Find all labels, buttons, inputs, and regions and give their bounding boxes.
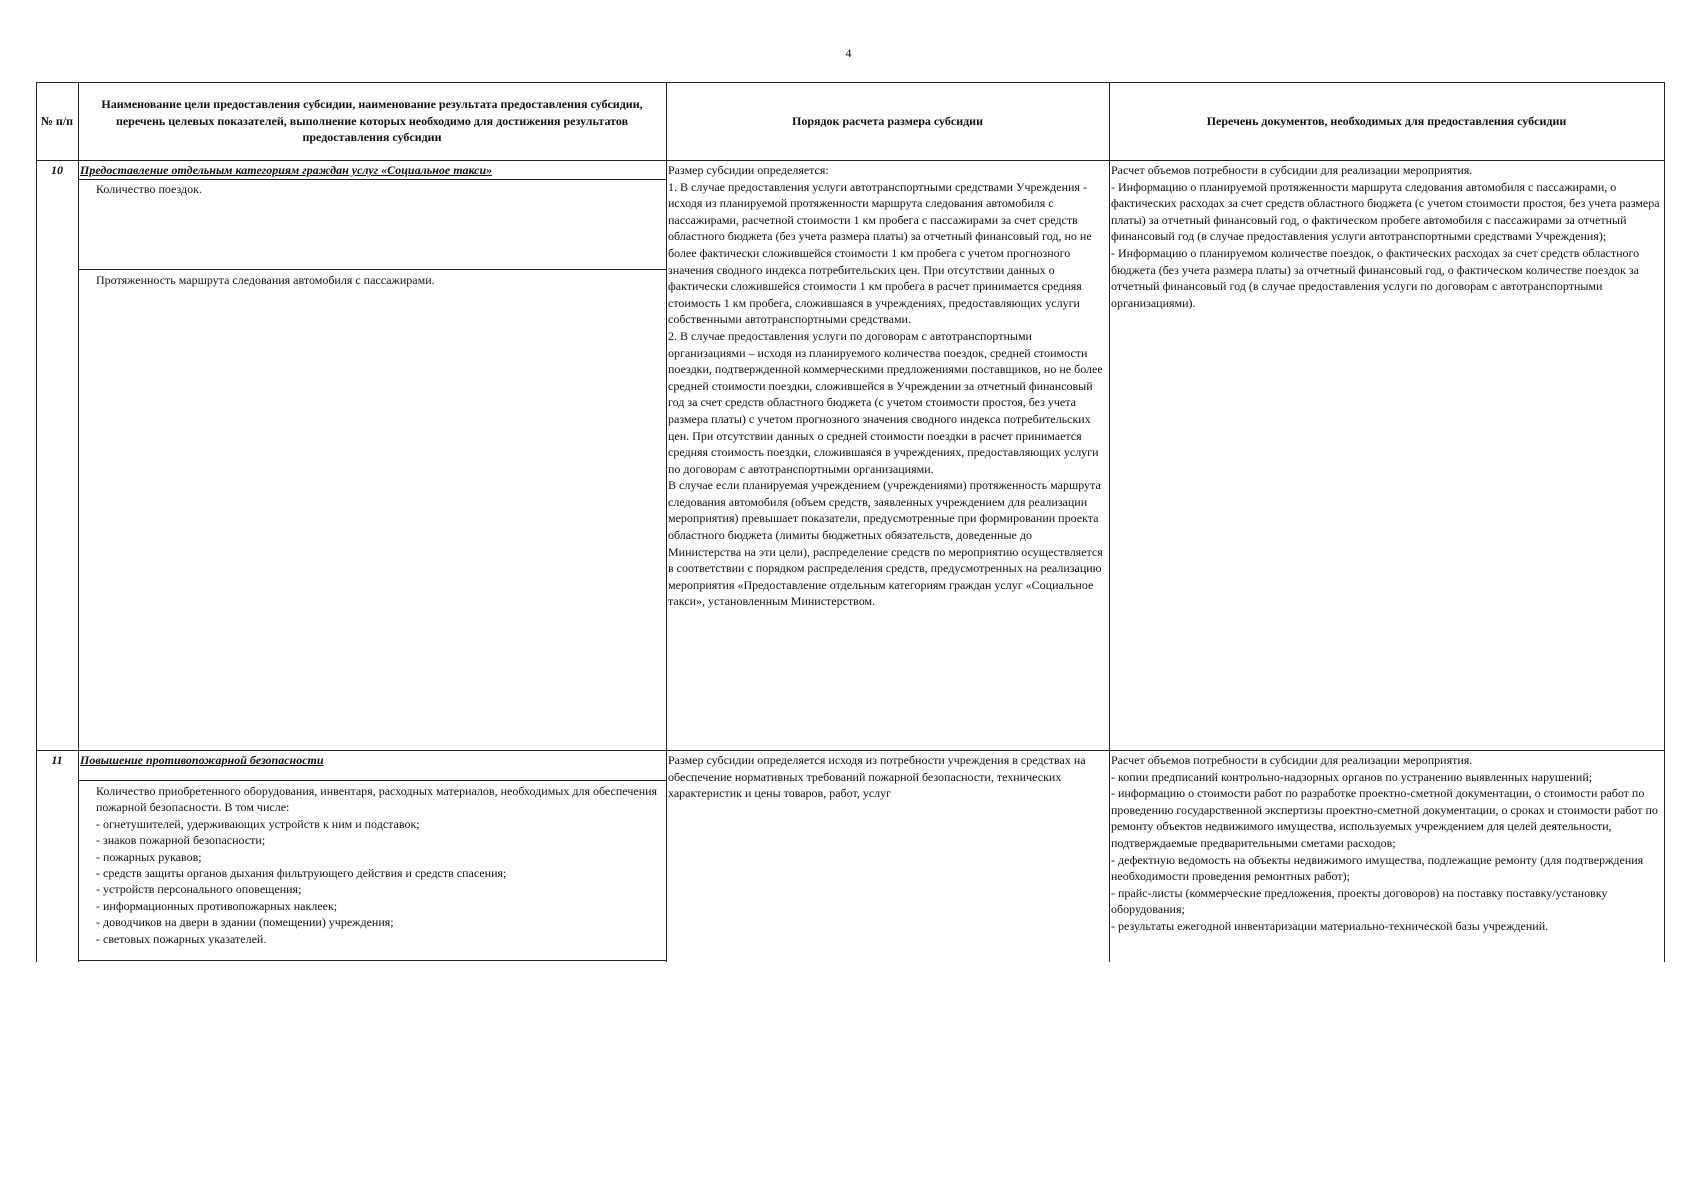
header-goal: Наименование цели предоставления субсидии, наименование результата предоставления субсидии, перечень целевых показателей, выполнение которых необходимо для достижения результатов предоставления субсидии [101,97,643,145]
page-number: 4 [845,46,852,60]
row-number: 10 [51,163,63,177]
header-divider [36,160,1665,161]
column-divider [1109,82,1110,962]
calculation-text: Размер субсидии определяется исходя из потребности учреждения в средствах на обеспечение нормативных требований пожарной безопасности, технических характеристик и цены товаров, работ, услуг [668,753,1086,801]
goal-title: Предоставление отдельным категориям граждан услуг «Социальное такси» [80,163,493,177]
table-border-left [36,82,37,962]
table-border-right [1664,82,1665,962]
header-number: № п/п [40,113,74,128]
row-divider [36,750,1665,751]
row-number: 11 [51,753,63,767]
indicator-text: Протяженность маршрута следования автомобиля с пассажирами. [96,273,435,287]
indicator-divider [78,269,666,270]
documents-text: Расчет объемов потребности в субсидии для реализации мероприятия. - копии предписаний контрольно-надзорных органов по устранению выявленных нарушений; - информацию о стоимости работ по разработке проектно-сметной документации, о стоимости работ по проведению государственной экспертизы проектно-сметной документации, о сроках и стоимости работ по ремонту объектов недвижимого имущества, используемых учреждением для целей деятельности, подтверждаемые предварительными сметами расходов; - дефектную ведомость на объекты недвижимого имущества, подлежащие ремонту (для подтверждения необходимости проведения ремонтных работ); - прайс-листы (коммерческие предложения, проекты договоров) на поставку поставку/установку оборудования; - результаты ежегодной инвентаризации материально-технической базы учреждений. [1111,753,1658,933]
indicator-text: Количество поездок. [96,182,202,196]
indicator-text: Количество приобретенного оборудования, инвентаря, расходных материалов, необходимых для обеспечения пожарной безопасности. В том числе: - огнетушителей, удерживающих устройств к ним и подставок; - знаков пожарной безопасности; - пожарных рукавов; - средств защиты органов дыхания фильтрующего действия и средств спасения; - устройств персонального оповещения; - информационных противопожарных наклеек; - доводчиков на двери в здании (помещении) учреждения; - световых пожарных указателей. [96,784,658,946]
column-divider [666,82,667,962]
calculation-text: Размер субсидии определяется: 1. В случае предоставления услуги автотранспортными средствами Учреждения - исходя из планируемой протяженности маршрута следования автомобиля с пассажирами, расчетной стоимости 1 км пробега с пассажирами за счет средств областного бюджета (без учета размера платы) за отчетный финансовый год, но не более фактически сложившейся стоимости 1 км пробега с учетом прогнозного значения сводного индекса потребительских цен. При отсутствии данных о фактически сложившейся стоимости 1 км пробега в расчет принимается средняя стоимость 1 км пробега, сложившаяся в учреждениях, предоставляющих услуги собственными автотранспортными средствами. 2. В случае предоставления услуги по договорам с автотранспортными организациями – исходя из планируемого количества поездок, средней стоимости поездки, подтвержденной коммерческими предложениями поставщиков, но не более средней стоимости поездки, сложившейся в Учреждении за отчетный финансовый год за счет средств областного бюджета (с учетом стоимости простоя, без учета размера платы) с учетом прогнозного значения сводного индекса потребительских цен. При отсутствии данных о средней стоимости поездки в расчет принимается средняя стоимость поездки, сложившаяся в учреждениях, предоставляющих услуги по договорам с автотранспортными организациями. В случае если планируемая учреждением (учреждениями) протяженность маршрута следования автомобиля (объем средств, заявленных учреждением для реализации мероприятия) превышает показатели, предусмотренные при формировании проекта областного бюджета (лимиты бюджетных обязательств, доведенные до Министерства на эти цели), распределение средств по мероприятию осуществляется в соответствии с порядком распределения средств, предусмотренных на реализацию мероприятия «Предоставление отдельным категориям граждан услуг «Социальное такси», установленным Министерством. [668,163,1103,609]
header-calculation: Порядок расчета размера субсидии [791,113,984,128]
subsidy-table [36,82,1665,962]
goal-title: Повышение противопожарной безопасности [80,753,324,767]
documents-text: Расчет объемов потребности в субсидии для реализации мероприятия. - Информацию о планируемой протяженности маршрута следования автомобиля с пассажирами, о фактических расходах за счет средств областного бюджета (с учетом стоимости простоя, без учета размера платы) за отчетный финансовый год, о фактическом пробеге автомобиля с пассажирами за отчетный финансовый год (в случае предоставления услуги автотранспортными средствами Учреждения); - Информацию о планируемом количестве поездок, о фактических расходах за счет средств областного бюджета (без учета размера платы) за отчетный финансовый год, о фактическом количестве поездок за отчетный финансовый год (в случае предоставления услуги по договорам с автотранспортными организациями). [1111,163,1660,310]
indicator-divider [78,960,666,961]
indicator-divider [78,179,666,180]
header-documents: Перечень документов, необходимых для предоставления субсидии [1206,113,1567,128]
indicator-divider [78,780,666,781]
